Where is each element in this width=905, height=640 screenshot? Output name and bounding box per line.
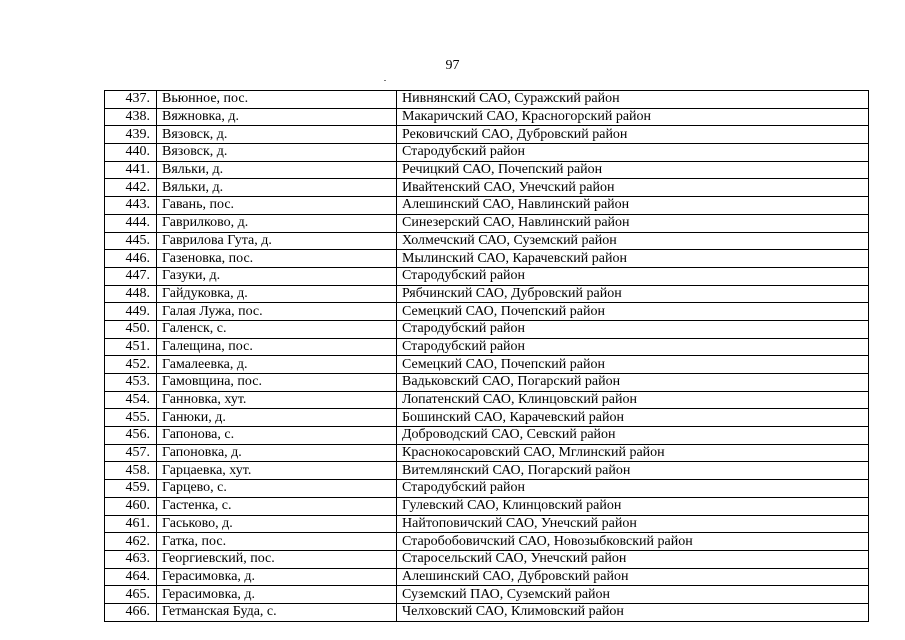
row-number-cell: 446. bbox=[105, 250, 157, 268]
settlement-name-cell: Гамовщина, пос. bbox=[157, 374, 397, 392]
administrative-district-cell: Гулевский САО, Клинцовский район bbox=[397, 497, 869, 515]
row-number-cell: 450. bbox=[105, 320, 157, 338]
settlement-name-cell: Гетманская Буда, с. bbox=[157, 603, 397, 621]
table-row bbox=[105, 515, 869, 533]
administrative-district-cell: Витемлянский САО, Погарский район bbox=[397, 462, 869, 480]
administrative-district-cell: Найтоповичский САО, Унечский район bbox=[397, 515, 869, 533]
table-row bbox=[105, 144, 869, 162]
row-number-cell: 465. bbox=[105, 586, 157, 604]
row-number-cell: 454. bbox=[105, 391, 157, 409]
row-number-cell: 447. bbox=[105, 267, 157, 285]
settlement-name-cell: Ганновка, хут. bbox=[157, 391, 397, 409]
administrative-district-cell: Макаричский САО, Красногорский район bbox=[397, 108, 869, 126]
settlement-name-cell: Гапонова, с. bbox=[157, 427, 397, 445]
row-number-cell: 443. bbox=[105, 197, 157, 215]
table-row bbox=[105, 391, 869, 409]
table-row bbox=[105, 427, 869, 445]
administrative-district-cell: Стародубский район bbox=[397, 480, 869, 498]
row-number-cell: 461. bbox=[105, 515, 157, 533]
row-number-cell: 457. bbox=[105, 444, 157, 462]
row-number-cell: 449. bbox=[105, 303, 157, 321]
settlement-name-cell: Галещина, пос. bbox=[157, 338, 397, 356]
settlement-name-cell: Гаськово, д. bbox=[157, 515, 397, 533]
settlement-name-cell: Гастенка, с. bbox=[157, 497, 397, 515]
administrative-district-cell: Речицкий САО, Почепский район bbox=[397, 161, 869, 179]
table-row bbox=[105, 603, 869, 621]
table-row bbox=[105, 232, 869, 250]
settlement-name-cell: Вьюнное, пос. bbox=[157, 91, 397, 109]
table-row bbox=[105, 497, 869, 515]
table-row bbox=[105, 161, 869, 179]
table-row bbox=[105, 285, 869, 303]
table-row bbox=[105, 91, 869, 109]
administrative-district-cell: Семецкий САО, Почепский район bbox=[397, 356, 869, 374]
administrative-district-cell: Рябчинский САО, Дубровский район bbox=[397, 285, 869, 303]
administrative-district-cell: Челховский САО, Климовский район bbox=[397, 603, 869, 621]
settlement-name-cell: Вяльки, д. bbox=[157, 161, 397, 179]
table-row bbox=[105, 533, 869, 551]
administrative-district-cell: Ивайтенский САО, Унечский район bbox=[397, 179, 869, 197]
administrative-district-cell: Алешинский САО, Дубровский район bbox=[397, 568, 869, 586]
administrative-district-cell: Стародубский район bbox=[397, 267, 869, 285]
settlement-name-cell: Гапоновка, д. bbox=[157, 444, 397, 462]
table-row bbox=[105, 550, 869, 568]
settlement-name-cell: Газеновка, пос. bbox=[157, 250, 397, 268]
row-number-cell: 466. bbox=[105, 603, 157, 621]
row-number-cell: 464. bbox=[105, 568, 157, 586]
settlement-name-cell: Галая Лужа, пос. bbox=[157, 303, 397, 321]
table-row bbox=[105, 250, 869, 268]
row-number-cell: 453. bbox=[105, 374, 157, 392]
administrative-district-cell: Краснокосаровский САО, Мглинский район bbox=[397, 444, 869, 462]
row-number-cell: 440. bbox=[105, 144, 157, 162]
page-number: 97 bbox=[445, 58, 460, 73]
settlement-name-cell: Гамалеевка, д. bbox=[157, 356, 397, 374]
settlement-name-cell: Гатка, пос. bbox=[157, 533, 397, 551]
administrative-district-cell: Стародубский район bbox=[397, 144, 869, 162]
settlement-name-cell: Герасимовка, д. bbox=[157, 568, 397, 586]
administrative-district-cell: Вадьковский САО, Погарский район bbox=[397, 374, 869, 392]
administrative-district-cell: Рековичский САО, Дубровский район bbox=[397, 126, 869, 144]
table-row bbox=[105, 179, 869, 197]
row-number-cell: 462. bbox=[105, 533, 157, 551]
table-row bbox=[105, 267, 869, 285]
table-row bbox=[105, 374, 869, 392]
settlement-name-cell: Гарцаевка, хут. bbox=[157, 462, 397, 480]
table-row bbox=[105, 303, 869, 321]
row-number-cell: 451. bbox=[105, 338, 157, 356]
table-row bbox=[105, 480, 869, 498]
row-number-cell: 442. bbox=[105, 179, 157, 197]
row-number-cell: 444. bbox=[105, 214, 157, 232]
table-row bbox=[105, 568, 869, 586]
row-number-cell: 460. bbox=[105, 497, 157, 515]
row-number-cell: 456. bbox=[105, 427, 157, 445]
table-row bbox=[105, 409, 869, 427]
table-row bbox=[105, 108, 869, 126]
settlement-name-cell: Гаврилова Гута, д. bbox=[157, 232, 397, 250]
administrative-district-cell: Лопатенский САО, Клинцовский район bbox=[397, 391, 869, 409]
administrative-district-cell: Доброводский САО, Севский район bbox=[397, 427, 869, 445]
row-number-cell: 441. bbox=[105, 161, 157, 179]
table-row bbox=[105, 586, 869, 604]
table-row bbox=[105, 214, 869, 232]
settlement-name-cell: Вяльки, д. bbox=[157, 179, 397, 197]
settlement-name-cell: Гавань, пос. bbox=[157, 197, 397, 215]
settlement-name-cell: Вязовск, д. bbox=[157, 144, 397, 162]
stray-mark bbox=[384, 80, 386, 81]
row-number-cell: 458. bbox=[105, 462, 157, 480]
row-number-cell: 452. bbox=[105, 356, 157, 374]
administrative-district-cell: Старосельский САО, Унечский район bbox=[397, 550, 869, 568]
administrative-district-cell: Бошинский САО, Карачевский район bbox=[397, 409, 869, 427]
table-row bbox=[105, 126, 869, 144]
row-number-cell: 437. bbox=[105, 91, 157, 109]
settlement-name-cell: Георгиевский, пос. bbox=[157, 550, 397, 568]
row-number-cell: 455. bbox=[105, 409, 157, 427]
table-row bbox=[105, 197, 869, 215]
administrative-district-cell: Алешинский САО, Навлинский район bbox=[397, 197, 869, 215]
table-row bbox=[105, 444, 869, 462]
settlement-name-cell: Вязовск, д. bbox=[157, 126, 397, 144]
administrative-district-cell: Нивнянский САО, Суражский район bbox=[397, 91, 869, 109]
table-row bbox=[105, 338, 869, 356]
administrative-district-cell: Суземский ПАО, Суземский район bbox=[397, 586, 869, 604]
settlement-name-cell: Гайдуковка, д. bbox=[157, 285, 397, 303]
settlement-name-cell: Вяжновка, д. bbox=[157, 108, 397, 126]
administrative-district-cell: Холмечский САО, Суземский район bbox=[397, 232, 869, 250]
table-row bbox=[105, 320, 869, 338]
settlement-name-cell: Галенск, с. bbox=[157, 320, 397, 338]
administrative-district-cell: Стародубский район bbox=[397, 338, 869, 356]
administrative-district-cell: Мылинский САО, Карачевский район bbox=[397, 250, 869, 268]
settlement-name-cell: Гарцево, с. bbox=[157, 480, 397, 498]
settlements-table bbox=[104, 90, 869, 622]
row-number-cell: 438. bbox=[105, 108, 157, 126]
administrative-district-cell: Стародубский район bbox=[397, 320, 869, 338]
settlement-name-cell: Герасимовка, д. bbox=[157, 586, 397, 604]
row-number-cell: 459. bbox=[105, 480, 157, 498]
row-number-cell: 439. bbox=[105, 126, 157, 144]
settlement-name-cell: Газуки, д. bbox=[157, 267, 397, 285]
administrative-district-cell: Синезерский САО, Навлинский район bbox=[397, 214, 869, 232]
row-number-cell: 463. bbox=[105, 550, 157, 568]
administrative-district-cell: Старобобовичский САО, Новозыбковский район bbox=[397, 533, 869, 551]
table-row bbox=[105, 462, 869, 480]
table-row bbox=[105, 356, 869, 374]
settlement-name-cell: Гаврилково, д. bbox=[157, 214, 397, 232]
administrative-district-cell: Семецкий САО, Почепский район bbox=[397, 303, 869, 321]
row-number-cell: 445. bbox=[105, 232, 157, 250]
row-number-cell: 448. bbox=[105, 285, 157, 303]
table-body bbox=[105, 91, 869, 622]
settlement-name-cell: Ганюки, д. bbox=[157, 409, 397, 427]
